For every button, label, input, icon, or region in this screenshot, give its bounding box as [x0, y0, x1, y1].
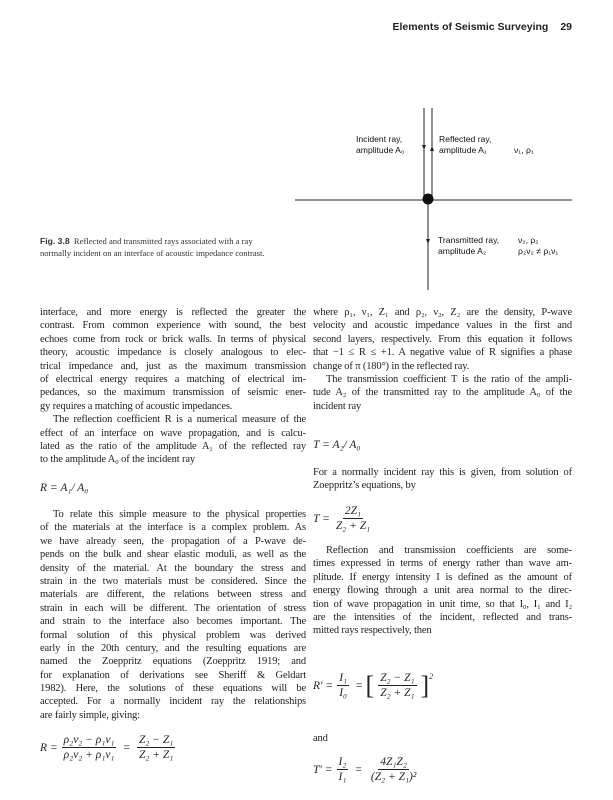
denominator: ρ₂ν₂ + ρ₁ν₁: [63, 749, 115, 761]
text-line: we have already seen, the propagation of a P-wave de-: [40, 535, 306, 547]
text-line: The reflection coefficient R is a numerical measure of the: [53, 414, 306, 426]
text-line: effect of an interface on wave propagation, and is calcu-: [40, 427, 306, 439]
text-line: accepted. For a normally incident ray the relationships: [40, 696, 306, 708]
text-line: mitted rays respectively, then: [313, 625, 432, 637]
text-line: energy flowing through a unit area normal to the direc-: [313, 585, 572, 597]
denominator: Z₂ + Z₁: [335, 520, 371, 532]
incident-label-line: Incident ray,: [356, 134, 403, 144]
reflected-label: [439, 134, 491, 156]
right-column-energy: [313, 544, 572, 638]
layer2-values: ν₂, ρ₂: [518, 235, 539, 245]
denominator: Z₂ + Z₁: [380, 687, 415, 699]
equation-energy-R: [313, 672, 433, 699]
text-line: strain in the two materials must be considered. Since the: [40, 575, 306, 587]
transmitted-label-line: amplitude A₂: [438, 246, 487, 256]
incident-label-line: amplitude A₀: [356, 145, 405, 155]
text-line: 1982). Here, the solutions of these equations will be: [40, 683, 306, 695]
text-line: incident ray: [313, 400, 362, 412]
text-line: plitude. If energy intensity I is defined as the amount of: [313, 571, 572, 583]
text-line: gy requires a matching of acoustic impedances.: [40, 400, 233, 412]
header-title: Elements of Seismic Surveying: [392, 21, 549, 33]
equation-reflection-coefficient: R = A₁/ A₀: [40, 482, 89, 494]
eq-lhs: R =: [40, 741, 58, 754]
text-line: interface, and more energy is reflected the greater the: [40, 307, 306, 318]
fraction: [369, 756, 418, 783]
text-line: that −1 ≤ R ≤ +1. A negative value of R signifies a phase: [313, 347, 572, 359]
denominator: (Z₂ + Z₁)²: [370, 771, 417, 783]
layer1-properties: ν₁, ρ₁: [514, 145, 534, 155]
incident-label: [356, 134, 404, 156]
numerator: 4Z₁Z₂: [380, 756, 407, 768]
text-line: tion of wave propagation in unit time, so that I₀, I₁ and I₂: [313, 598, 572, 610]
text-line: for explanation of derivations see Sheriff & Geldart: [40, 669, 306, 681]
denominator: I₁: [338, 771, 347, 783]
text-line: Zoeppritz’s equations, by: [313, 480, 416, 492]
text-line: strain in each will be different. The orientation of stress: [40, 602, 306, 614]
page-number: 29: [560, 21, 572, 33]
incident-arrow-icon: [422, 145, 426, 150]
caption-text: Reflected and transmitted rays associated with a ray normally incident on an interface of acoustic impedance contrast.: [40, 236, 265, 258]
caption-label: Fig. 3.8: [40, 236, 70, 246]
transmitted-label: [438, 235, 499, 257]
reflected-label-line: Reflected ray,: [439, 134, 492, 144]
layer2-condition: ρ₂ν₂ ≠ ρ₁ν₁: [518, 246, 559, 256]
text-line: contrast. From common experience with sound, the best: [40, 320, 306, 332]
fraction: [62, 734, 117, 761]
text-line: of electrical energy requires a matching of electrical im-: [40, 373, 306, 385]
numerator: ρ₂ν₂ − ρ₁ν₁: [63, 734, 115, 746]
left-column-continued: [40, 508, 306, 722]
text-line: to the amplitude A₀ of the incident ray: [40, 454, 195, 466]
equation-zoeppritz-R: [40, 734, 179, 761]
text-line: For a normally incident ray this is given, from solution of: [313, 467, 572, 478]
text-line: trical impedance and, just as the maximum transmission: [40, 360, 306, 372]
right-bracket: ]: [420, 670, 430, 700]
denominator: I₀: [339, 687, 348, 699]
text-line: and: [313, 733, 328, 744]
text-line: pends on the bulk and shear elastic moduli, as well as the: [40, 549, 306, 561]
text-line: second layers, respectively. From this equation it follows: [313, 333, 572, 345]
left-bracket: [: [365, 670, 375, 700]
eq-lhs: T′ =: [313, 763, 333, 776]
fraction: [378, 672, 416, 699]
right-column: [313, 306, 572, 413]
numerator: Z₂ − Z₁: [138, 734, 174, 746]
text-line: and strain to the interface also becomes important. The: [40, 616, 306, 628]
text-line: tude A₂ of the transmitted ray to the amplitude A₀ of the: [313, 387, 572, 399]
fraction: [137, 734, 175, 761]
transmitted-label-line: Transmitted ray,: [438, 235, 500, 245]
denominator: Z₂ + Z₁: [138, 749, 174, 761]
text-line: where ρ₁, ν₁, Z₁ and ρ₂, ν₂, Z₂ are the density, P-wave: [313, 307, 572, 318]
equation-transmission-coefficient: T = A₂/ A₀: [313, 439, 361, 451]
incidence-point: [423, 194, 434, 205]
text-line: echoes come from rock or brick walls. In terms of physical: [40, 333, 306, 345]
text-line: of the materials at the interface is a complex problem. As: [40, 522, 306, 534]
text-line: are fairly simple, giving:: [40, 709, 140, 721]
numerator: I₁: [339, 672, 348, 684]
figure-caption: [40, 235, 280, 259]
fraction: [337, 672, 349, 699]
text-line: To relate this simple measure to the physical properties: [53, 509, 306, 520]
text-line: The transmission coefficient T is the ratio of the ampli-: [326, 373, 572, 385]
text-line: change of π (180°) in the reflected ray.: [313, 360, 470, 372]
fraction: [337, 756, 349, 783]
text-line: pedances, so the maximum transmission of seismic ener-: [40, 387, 306, 399]
text-line: density of the material. At the boundary the stress and: [40, 562, 306, 574]
eq-lhs: R′ =: [313, 679, 334, 692]
exponent: 2: [429, 672, 434, 681]
and-text: [313, 732, 579, 745]
numerator: 2Z₁: [344, 505, 362, 517]
text-line: early in the 20th century, and the resulting equations are: [40, 642, 306, 654]
eq-lhs: T =: [313, 512, 330, 525]
equation-energy-T: [313, 756, 422, 783]
right-column-para: [313, 466, 572, 493]
equals: =: [355, 763, 362, 776]
left-column: [40, 306, 306, 467]
layer2-properties: [518, 235, 558, 257]
text-line: formal solution of this physical problem was derived: [40, 629, 306, 641]
text-line: lated as the ratio of the amplitude A₁ of the reflected ray: [40, 440, 306, 452]
fraction: [334, 505, 372, 532]
text-line: velocity and acoustic impedance values in the first and: [313, 320, 572, 332]
equals: =: [123, 741, 130, 754]
text-line: Reflection and transmission coefficients are some-: [326, 545, 572, 556]
numerator: I₂: [338, 756, 347, 768]
reflected-label-line: amplitude A₁: [439, 145, 487, 155]
equation-zoeppritz-T: [313, 505, 376, 532]
text-line: times expressed in terms of energy rather than wave am-: [313, 558, 572, 570]
numerator: Z₂ − Z₁: [380, 672, 415, 684]
text-line: named the Zoeppritz equations (Zoeppritz 1919; and: [40, 656, 306, 668]
reflected-arrow-icon: [430, 146, 434, 151]
text-line: theory, acoustic impedance is closely analogous to elec-: [40, 347, 306, 359]
text-line: are the intensities of the incident, reflected and trans-: [313, 611, 572, 623]
equals: =: [356, 679, 363, 692]
transmitted-arrow-icon: [426, 239, 430, 244]
text-line: materials are different, the relations between stress and: [40, 589, 306, 601]
